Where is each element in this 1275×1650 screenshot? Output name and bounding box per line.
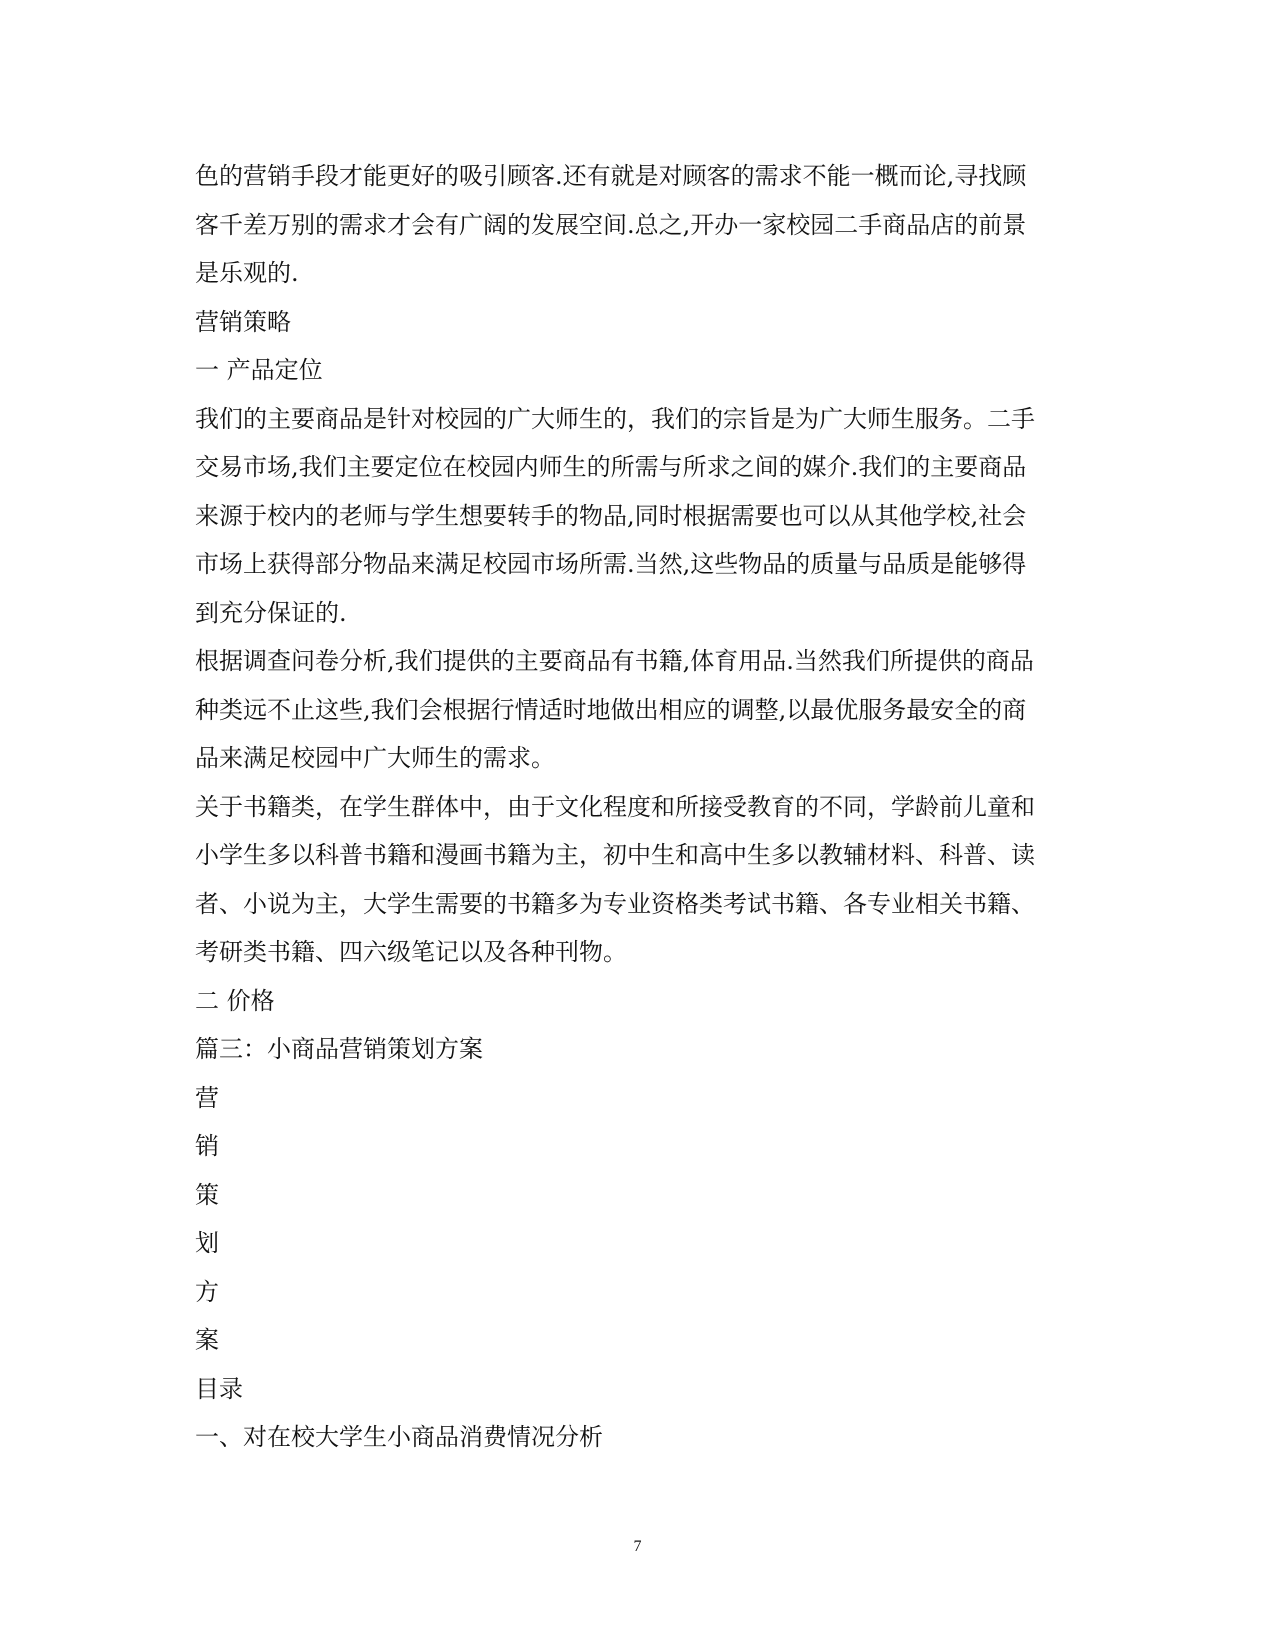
document-body bbox=[195, 152, 1085, 1462]
paragraph bbox=[195, 298, 1085, 347]
paragraph bbox=[195, 1122, 1085, 1171]
text-line: 我们的主要商品是针对校园的广大师生的，我们的宗旨是为广大师生服务。二手 bbox=[195, 404, 1035, 433]
paragraph bbox=[195, 1219, 1085, 1268]
text-line: 策 bbox=[195, 1180, 219, 1209]
text-line: 关于书籍类，在学生群体中，由于文化程度和所接受教育的不同，学龄前儿童和 bbox=[195, 792, 1035, 821]
paragraph bbox=[195, 783, 1085, 977]
text-line: 客千差万别的需求才会有广阔的发展空间.总之,开办一家校园二手商品店的前景 bbox=[195, 210, 1027, 239]
text-line: 种类远不止这些,我们会根据行情适时地做出相应的调整,以最优服务最安全的商 bbox=[195, 695, 1027, 724]
paragraph bbox=[195, 1171, 1085, 1220]
text-line: 营销策略 bbox=[195, 307, 291, 336]
text-line: 到充分保证的. bbox=[195, 598, 347, 627]
text-line: 考研类书籍、四六级笔记以及各种刊物。 bbox=[195, 938, 627, 966]
text-line: 交易市场,我们主要定位在校园内师生的所需与所求之间的媒介.我们的主要商品 bbox=[195, 453, 1027, 481]
paragraph bbox=[195, 1413, 1085, 1462]
text-line: 一、对在校大学生小商品消费情况分析 bbox=[195, 1423, 603, 1451]
paragraph bbox=[195, 1025, 1085, 1074]
text-line: 是乐观的. bbox=[195, 259, 299, 287]
page-number: 7 bbox=[633, 1538, 642, 1555]
paragraph bbox=[195, 152, 1085, 298]
text-line: 一 产品定位 bbox=[195, 356, 323, 384]
paragraph bbox=[195, 395, 1085, 638]
text-line: 目录 bbox=[195, 1374, 243, 1403]
text-line: 营 bbox=[195, 1083, 219, 1112]
paragraph bbox=[195, 1365, 1085, 1414]
text-line: 划 bbox=[195, 1229, 219, 1257]
text-line: 销 bbox=[195, 1132, 219, 1160]
text-line: 市场上获得部分物品来满足校园市场所需.当然,这些物品的质量与品质是能够得 bbox=[195, 550, 1027, 578]
text-line: 者、小说为主，大学生需要的书籍多为专业资格类考试书籍、各专业相关书籍、 bbox=[195, 889, 1035, 918]
paragraph bbox=[195, 977, 1085, 1026]
text-line: 二 价格 bbox=[195, 986, 275, 1015]
text-line: 方 bbox=[195, 1277, 219, 1306]
text-line: 小学生多以科普书籍和漫画书籍为主，初中生和高中生多以教辅材料、科普、读 bbox=[195, 841, 1035, 869]
text-line: 色的营销手段才能更好的吸引顾客.还有就是对顾客的需求不能一概而论,寻找顾 bbox=[195, 162, 1027, 190]
text-line: 品来满足校园中广大师生的需求。 bbox=[195, 744, 555, 772]
paragraph bbox=[195, 1268, 1085, 1317]
paragraph bbox=[195, 346, 1085, 395]
text-line: 根据调查问卷分析,我们提供的主要商品有书籍,体育用品.当然我们所提供的商品 bbox=[195, 647, 1034, 675]
text-line: 篇三：小商品营销策划方案 bbox=[195, 1035, 483, 1063]
paragraph bbox=[195, 1074, 1085, 1123]
paragraph bbox=[195, 637, 1085, 783]
paragraph bbox=[195, 1316, 1085, 1365]
text-line: 来源于校内的老师与学生想要转手的物品,同时根据需要也可以从其他学校,社会 bbox=[195, 501, 1027, 530]
text-line: 案 bbox=[195, 1326, 219, 1354]
